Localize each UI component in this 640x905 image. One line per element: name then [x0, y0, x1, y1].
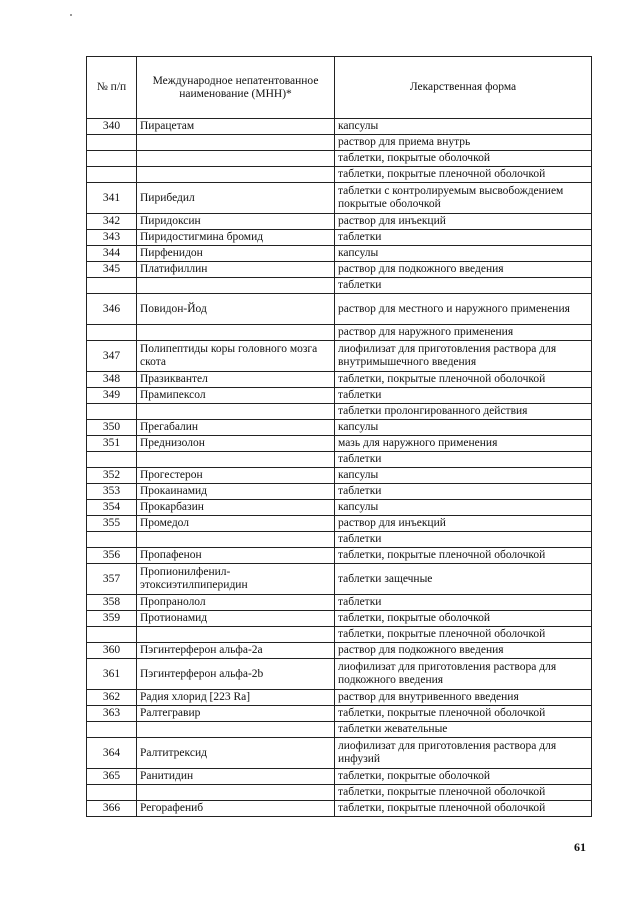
cell-name: Прамипексол	[137, 388, 335, 404]
cell-num: 361	[87, 659, 137, 690]
cell-num: 346	[87, 294, 137, 325]
cell-name	[137, 452, 335, 468]
cell-name	[137, 167, 335, 183]
cell-num: 358	[87, 595, 137, 611]
cell-num	[87, 167, 137, 183]
header-name: Международное непатентованное наименование (МНН)*	[137, 57, 335, 119]
cell-form: таблетки, покрытые оболочкой	[335, 769, 592, 785]
cell-form: капсулы	[335, 246, 592, 262]
table-row	[87, 643, 592, 659]
table-row	[87, 484, 592, 500]
cell-num: 354	[87, 500, 137, 516]
cell-num	[87, 135, 137, 151]
page-number: 61	[574, 840, 586, 854]
cell-form: таблетки	[335, 532, 592, 548]
cell-form: лиофилизат для приготовления раствора для внутримышечного введения	[335, 341, 592, 372]
cell-name: Преднизолон	[137, 436, 335, 452]
cell-num: 352	[87, 468, 137, 484]
table-row	[87, 706, 592, 722]
table-row	[87, 230, 592, 246]
cell-num: 353	[87, 484, 137, 500]
table-row	[87, 341, 592, 372]
cell-name: Пропафенон	[137, 548, 335, 564]
table-row	[87, 532, 592, 548]
cell-form: таблетки	[335, 388, 592, 404]
table-row	[87, 294, 592, 325]
cell-name: Регорафениб	[137, 801, 335, 817]
cell-form: таблетки, покрытые пленочной оболочкой	[335, 372, 592, 388]
cell-num	[87, 278, 137, 294]
cell-name	[137, 278, 335, 294]
cell-name	[137, 532, 335, 548]
table-row	[87, 167, 592, 183]
table-row	[87, 372, 592, 388]
cell-num: 357	[87, 564, 137, 595]
cell-name: Ранитидин	[137, 769, 335, 785]
cell-name: Пропионилфенил-этоксиэтилпиперидин	[137, 564, 335, 595]
cell-form: таблетки	[335, 230, 592, 246]
scan-speck	[70, 14, 72, 16]
cell-num: 355	[87, 516, 137, 532]
cell-name	[137, 722, 335, 738]
cell-form: таблетки	[335, 484, 592, 500]
cell-num	[87, 151, 137, 167]
cell-form: таблетки, покрытые пленочной оболочкой	[335, 785, 592, 801]
cell-num: 359	[87, 611, 137, 627]
cell-name	[137, 151, 335, 167]
cell-form: таблетки	[335, 278, 592, 294]
cell-name: Протионамид	[137, 611, 335, 627]
cell-name: Прокарбазин	[137, 500, 335, 516]
table-row	[87, 564, 592, 595]
cell-name	[137, 785, 335, 801]
table-row	[87, 500, 592, 516]
cell-form: лиофилизат для приготовления раствора для инфузий	[335, 738, 592, 769]
cell-form: таблетки, покрытые оболочкой	[335, 611, 592, 627]
cell-form: таблетки жевательные	[335, 722, 592, 738]
cell-name	[137, 404, 335, 420]
cell-form: таблетки	[335, 595, 592, 611]
table-row	[87, 246, 592, 262]
table-row	[87, 151, 592, 167]
table-row	[87, 611, 592, 627]
table-row	[87, 452, 592, 468]
cell-name: Пиридостигмина бромид	[137, 230, 335, 246]
cell-num: 365	[87, 769, 137, 785]
cell-num: 344	[87, 246, 137, 262]
cell-name: Пирацетам	[137, 119, 335, 135]
table-row	[87, 325, 592, 341]
cell-form: раствор для внутривенного введения	[335, 690, 592, 706]
table-row	[87, 627, 592, 643]
cell-form: таблетки, покрытые оболочкой	[335, 151, 592, 167]
cell-name: Ралтитрексид	[137, 738, 335, 769]
cell-num: 350	[87, 420, 137, 436]
cell-name: Прогестерон	[137, 468, 335, 484]
cell-name: Промедол	[137, 516, 335, 532]
cell-form: раствор для наружного применения	[335, 325, 592, 341]
cell-name: Полипептиды коры головного мозга скота	[137, 341, 335, 372]
cell-form: мазь для наружного применения	[335, 436, 592, 452]
cell-num: 356	[87, 548, 137, 564]
cell-num: 351	[87, 436, 137, 452]
cell-name: Ралтегравир	[137, 706, 335, 722]
cell-form: раствор для инъекций	[335, 214, 592, 230]
table-body	[87, 119, 592, 817]
cell-num	[87, 325, 137, 341]
table-row	[87, 468, 592, 484]
cell-num: 364	[87, 738, 137, 769]
cell-form: раствор для местного и наружного применения	[335, 294, 592, 325]
cell-name: Повидон-Йод	[137, 294, 335, 325]
table-row	[87, 548, 592, 564]
table-row	[87, 722, 592, 738]
cell-name	[137, 135, 335, 151]
cell-form: таблетки защечные	[335, 564, 592, 595]
cell-num	[87, 532, 137, 548]
cell-num: 345	[87, 262, 137, 278]
cell-num	[87, 627, 137, 643]
cell-name: Прокаинамид	[137, 484, 335, 500]
cell-form: таблетки, покрытые пленочной оболочкой	[335, 548, 592, 564]
cell-num: 343	[87, 230, 137, 246]
table-row	[87, 214, 592, 230]
cell-form: таблетки с контролируемым высвобождением покрытые оболочкой	[335, 183, 592, 214]
table-row	[87, 262, 592, 278]
table-row	[87, 404, 592, 420]
cell-name: Пэгинтерферон альфа-2b	[137, 659, 335, 690]
cell-name: Радия хлорид [223 Ra]	[137, 690, 335, 706]
table-row	[87, 595, 592, 611]
table-row	[87, 278, 592, 294]
table-row	[87, 738, 592, 769]
cell-name: Пиридоксин	[137, 214, 335, 230]
cell-name: Пирфенидон	[137, 246, 335, 262]
cell-num: 366	[87, 801, 137, 817]
cell-form: таблетки, покрытые пленочной оболочкой	[335, 167, 592, 183]
table-row	[87, 135, 592, 151]
header-form: Лекарственная форма	[335, 57, 592, 119]
cell-form: таблетки, покрытые пленочной оболочкой	[335, 706, 592, 722]
cell-form: раствор для приема внутрь	[335, 135, 592, 151]
cell-form: таблетки	[335, 452, 592, 468]
cell-form: таблетки, покрытые пленочной оболочкой	[335, 801, 592, 817]
table-row	[87, 119, 592, 135]
cell-num	[87, 452, 137, 468]
table-row	[87, 769, 592, 785]
table-row	[87, 659, 592, 690]
table-row	[87, 690, 592, 706]
cell-num	[87, 785, 137, 801]
cell-form: таблетки, покрытые пленочной оболочкой	[335, 627, 592, 643]
cell-num: 342	[87, 214, 137, 230]
cell-name: Пропранолол	[137, 595, 335, 611]
cell-form: раствор для инъекций	[335, 516, 592, 532]
cell-name: Пирибедил	[137, 183, 335, 214]
cell-num: 362	[87, 690, 137, 706]
drug-table	[86, 56, 592, 817]
cell-name: Празиквантел	[137, 372, 335, 388]
cell-name	[137, 627, 335, 643]
table-row	[87, 785, 592, 801]
cell-name: Платифиллин	[137, 262, 335, 278]
cell-name	[137, 325, 335, 341]
cell-num: 363	[87, 706, 137, 722]
cell-form: раствор для подкожного введения	[335, 262, 592, 278]
table-row	[87, 183, 592, 214]
cell-num: 348	[87, 372, 137, 388]
cell-form: капсулы	[335, 500, 592, 516]
cell-form: раствор для подкожного введения	[335, 643, 592, 659]
cell-num	[87, 722, 137, 738]
cell-num: 340	[87, 119, 137, 135]
cell-form: таблетки пролонгированного действия	[335, 404, 592, 420]
table-row	[87, 436, 592, 452]
table-row	[87, 516, 592, 532]
cell-name: Прегабалин	[137, 420, 335, 436]
table-row	[87, 388, 592, 404]
cell-num: 347	[87, 341, 137, 372]
table-row	[87, 801, 592, 817]
cell-name: Пэгинтерферон альфа-2а	[137, 643, 335, 659]
cell-form: капсулы	[335, 420, 592, 436]
cell-num: 349	[87, 388, 137, 404]
cell-form: капсулы	[335, 468, 592, 484]
cell-num	[87, 404, 137, 420]
cell-num: 341	[87, 183, 137, 214]
cell-num: 360	[87, 643, 137, 659]
header-num: № п/п	[87, 57, 137, 119]
table-row	[87, 420, 592, 436]
cell-form: лиофилизат для приготовления раствора для подкожного введения	[335, 659, 592, 690]
cell-form: капсулы	[335, 119, 592, 135]
table-header-row	[87, 57, 592, 119]
